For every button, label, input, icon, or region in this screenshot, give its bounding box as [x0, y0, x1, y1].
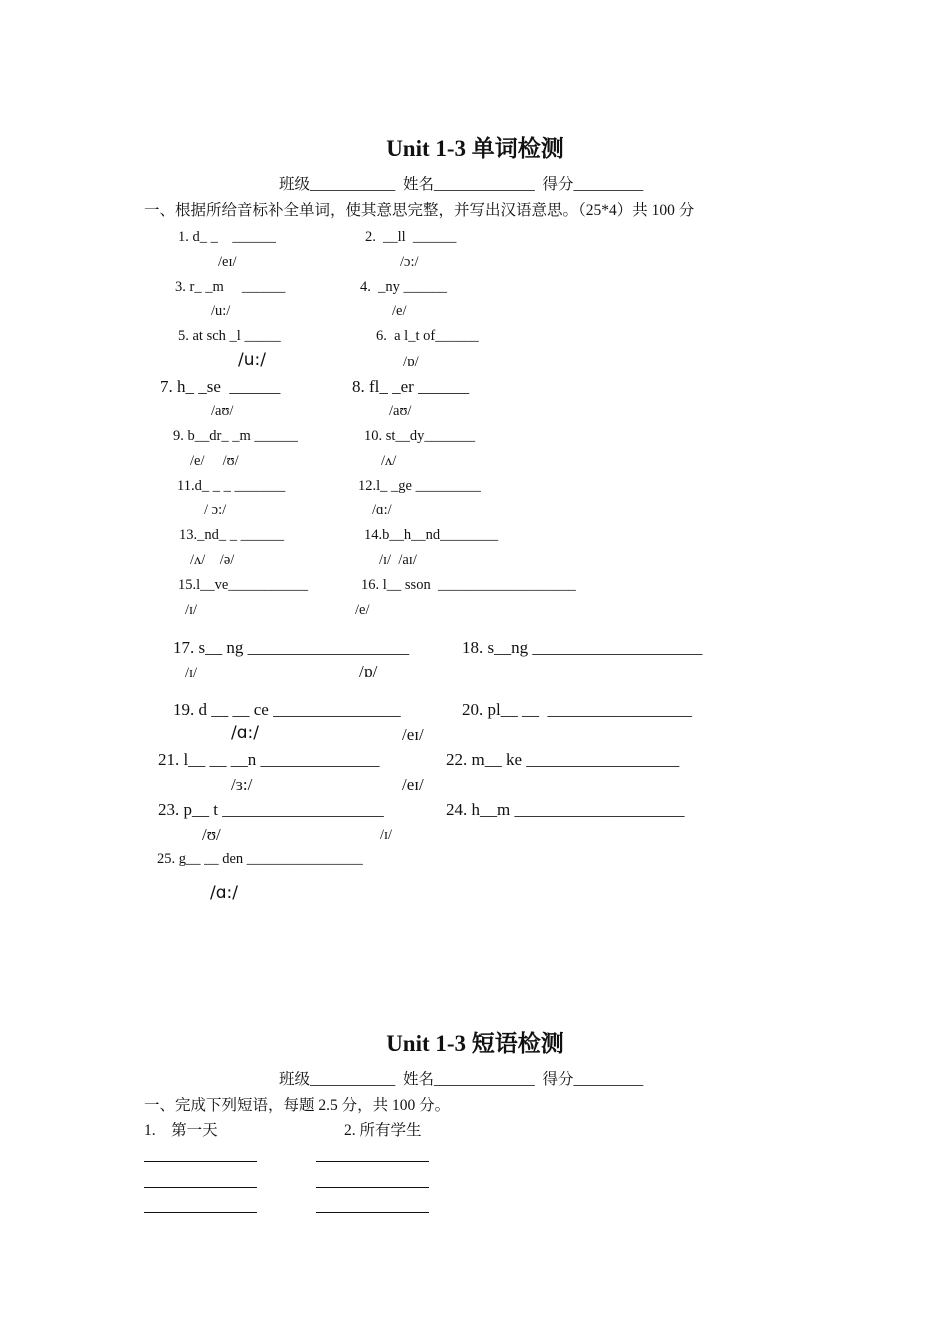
item-25-phonetic: /ɑ:/	[210, 883, 238, 903]
item-5: 5. at sch _l _____	[178, 328, 281, 344]
item-4: 4. _ny ______	[360, 279, 447, 295]
item-2-phonetic: /ɔ:/	[400, 254, 419, 270]
section1-title: Unit 1-3 单词检测	[386, 136, 564, 161]
item-8: 8. fl_ _er ______	[352, 377, 470, 396]
section1-instruction: 一、根据所给音标补全单词，使其意思完整，并写出汉语意思。（25*4）共 100 分	[144, 202, 695, 219]
answer-line	[316, 1212, 429, 1213]
item-5-phonetic: /u:/	[238, 350, 266, 370]
item-15-phonetic: /ɪ/	[185, 602, 198, 618]
item-16-phonetic: /e/	[355, 602, 370, 618]
item-12-phonetic: /ɑ:/	[372, 502, 392, 518]
item-9: 9. b__dr_ _m ______	[173, 428, 298, 444]
answer-line	[316, 1187, 429, 1188]
item-7: 7. h_ _se ______	[160, 377, 281, 396]
answer-line	[144, 1161, 257, 1162]
item-17: 17. s__ ng ___________________	[173, 638, 410, 657]
section2-info-line: 班级___________ 姓名_____________ 得分_________	[279, 1071, 644, 1088]
item-24: 24. h__m ____________________	[446, 800, 685, 819]
item-15: 15.l__ve___________	[178, 577, 309, 593]
item-6: 6. a l_t of______	[376, 328, 479, 344]
item-13-phonetic: /ʌ/ /ə/	[190, 552, 235, 568]
item-20-phonetic: /eɪ/	[402, 725, 424, 744]
item-22: 22. m__ ke __________________	[446, 750, 680, 769]
section2-title: Unit 1-3 短语检测	[386, 1031, 564, 1056]
item-1: 1. d_ _ ______	[178, 229, 276, 245]
item-8-phonetic: /aʊ/	[389, 403, 412, 419]
section2-instruction: 一、完成下列短语，每题 2.5 分，共 100 分。	[144, 1097, 451, 1114]
item-10: 10. st__dy_______	[364, 428, 476, 444]
item-3-phonetic: /u:/	[211, 303, 231, 319]
item-16: 16. l__ sson ___________________	[361, 577, 576, 593]
item-23: 23. p__ t ___________________	[158, 800, 384, 819]
item-14-phonetic: /ɪ/ /aɪ/	[379, 552, 417, 568]
item-3: 3. r_ _m ______	[175, 279, 286, 295]
item-19-phonetic: /ɑ:/	[231, 723, 259, 743]
item-7-phonetic: /aʊ/	[211, 403, 234, 419]
item-11-phonetic: / ɔ:/	[204, 502, 227, 518]
item-13: 13._nd_ _ ______	[179, 527, 285, 543]
item-12: 12.l_ _ge _________	[358, 478, 481, 494]
item-9-phonetic: /e/ /ʊ/	[190, 453, 239, 469]
answer-line	[144, 1212, 257, 1213]
item-18-phonetic: /ɒ/	[359, 662, 378, 681]
item-21: 21. l__ __ __n ______________	[158, 750, 380, 769]
item-24-phonetic: /ɪ/	[380, 827, 393, 843]
item-10-phonetic: /ʌ/	[381, 453, 397, 469]
item-1-phonetic: /eɪ/	[218, 254, 237, 270]
item-14: 14.b__h__nd________	[364, 527, 499, 543]
item-2: 2. __ll ______	[365, 229, 457, 245]
item-6-phonetic: /ɒ/	[403, 354, 419, 370]
item-23-phonetic: /ʊ/	[202, 825, 221, 844]
item-17-phonetic: /ɪ/	[185, 665, 198, 681]
item-19: 19. d __ __ ce _______________	[173, 700, 401, 719]
item-21-phonetic: /ɜ:/	[231, 775, 253, 794]
item-4-phonetic: /e/	[392, 303, 407, 319]
item-11: 11.d_ _ _ _______	[177, 478, 286, 494]
item-25: 25. g__ __ den ________________	[157, 851, 363, 867]
answer-line	[144, 1187, 257, 1188]
phrase-item-2: 2. 所有学生	[344, 1122, 422, 1139]
section1-info-line: 班级___________ 姓名_____________ 得分_________	[279, 176, 644, 193]
answer-line	[316, 1161, 429, 1162]
item-20: 20. pl__ __ _________________	[462, 700, 692, 719]
phrase-item-1: 1. 第一天	[144, 1122, 218, 1139]
item-22-phonetic: /eɪ/	[402, 775, 424, 794]
item-18: 18. s__ng ____________________	[462, 638, 703, 657]
